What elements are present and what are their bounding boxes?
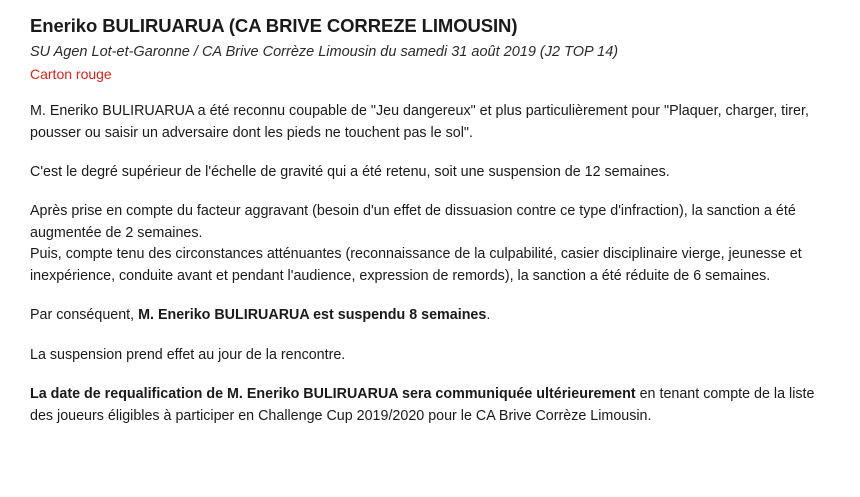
paragraph-gravity: C'est le degré supérieur de l'échelle de gravité qui a été retenu, soit une suspension de 12 semaines. <box>30 164 670 181</box>
sanction-type-label: Carton rouge <box>30 65 112 82</box>
conclusion-prefix: Par conséquent, <box>30 307 139 324</box>
paragraph-mitigating: Puis, compte tenu des circonstances atténuantes (reconnaissance de la culpabilité, casier disciplinaire vierge, jeunesse et inexpérience, conduite avant et pendant l'audience, expression de remords), la sanction a été réduite de 6 semaines. <box>30 246 802 284</box>
paragraph-requalification <box>30 384 830 427</box>
requalification-highlight: La date de requalification de M. Eneriko BULIRUARUA sera communiquée ultérieurement <box>30 386 636 403</box>
requalification-rest: en tenant compte de la liste des joueurs éligibles à participer en Challenge Cup 2019/2020 pour le CA Brive Corrèze Limousin. <box>30 386 815 424</box>
paragraph-conclusion <box>30 305 830 326</box>
page-title: Eneriko BULIRUARUA (CA BRIVE CORREZE LIMOUSIN) <box>30 15 518 36</box>
paragraph-offence: M. Eneriko BULIRUARUA a été reconnu coupable de "Jeu dangereux" et plus particulièrement pour "Plaquer, charger, tirer, pousser ou saisir un adversaire dont les pieds ne touchent pas le sol". <box>30 103 809 141</box>
conclusion-suspension: M. Eneriko BULIRUARUA est suspendu 8 semaines <box>138 307 487 324</box>
paragraph-aggravating: Après prise en compte du facteur aggravant (besoin d'un effet de dissuasion contre ce type d'infraction), la sanction a été augmentée de 2 semaines. <box>30 203 796 241</box>
conclusion-suffix: . <box>486 307 491 324</box>
match-subtitle: SU Agen Lot-et-Garonne / CA Brive Corrèze Limousin du samedi 31 août 2019 (J2 TOP 14) <box>30 44 619 61</box>
paragraph-effect-date: La suspension prend effet au jour de la rencontre. <box>30 346 346 363</box>
